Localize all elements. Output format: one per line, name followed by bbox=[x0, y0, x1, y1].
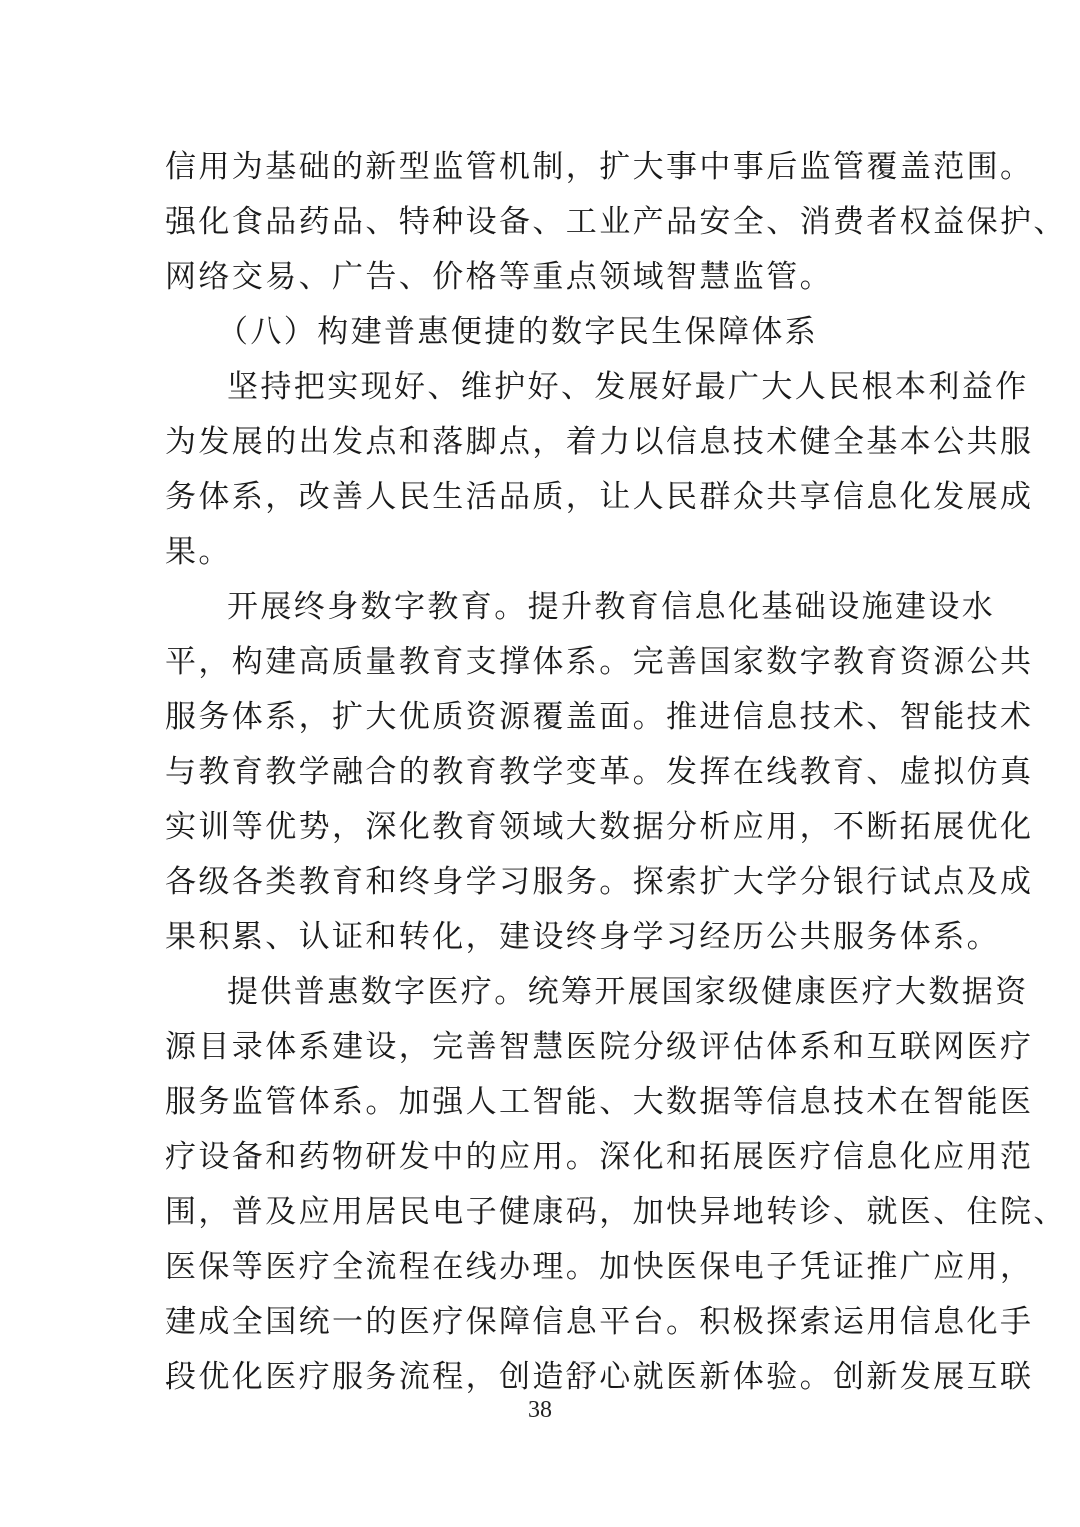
text-line: 为发展的出发点和落脚点，着力以信息技术健全基本公共服 bbox=[165, 424, 1034, 460]
body-text bbox=[165, 140, 1067, 1405]
text-line: 平，构建高质量教育支撑体系。完善国家数字教育资源公共 bbox=[165, 644, 1034, 680]
text-line: 果。 bbox=[165, 534, 232, 570]
text-line: 果积累、认证和转化，建设终身学习经历公共服务体系。 bbox=[165, 919, 1000, 955]
text-line: 强化食品药品、特种设备、工业产品安全、消费者权益保护、 bbox=[165, 204, 1067, 240]
text-line: 疗设备和药物研发中的应用。深化和拓展医疗信息化应用范 bbox=[165, 1139, 1034, 1175]
text-line: 医保等医疗全流程在线办理。加快医保电子凭证推广应用， bbox=[165, 1249, 1034, 1285]
text-line: 坚持把实现好、维护好、发展好最广大人民根本利益作 bbox=[227, 369, 1029, 405]
text-line: 围，普及应用居民电子健康码，加快异地转诊、就医、住院、 bbox=[165, 1194, 1067, 1230]
text-line: 建成全国统一的医疗保障信息平台。积极探索运用信息化手 bbox=[165, 1304, 1034, 1340]
text-line: 开展终身数字教育。提升教育信息化基础设施建设水 bbox=[227, 589, 996, 625]
text-line: 与教育教学融合的教育教学变革。发挥在线教育、虚拟仿真 bbox=[165, 754, 1034, 790]
section-heading: （八）构建普惠便捷的数字民生保障体系 bbox=[217, 314, 819, 350]
text-line: 服务监管体系。加强人工智能、大数据等信息技术在智能医 bbox=[165, 1084, 1034, 1120]
text-line: 提供普惠数字医疗。统筹开展国家级健康医疗大数据资 bbox=[227, 974, 1029, 1010]
text-line: 信用为基础的新型监管机制，扩大事中事后监管覆盖范围。 bbox=[165, 149, 1034, 185]
text-line: 段优化医疗服务流程，创造舒心就医新体验。创新发展互联 bbox=[165, 1359, 1034, 1395]
text-line: 各级各类教育和终身学习服务。探索扩大学分银行试点及成 bbox=[165, 864, 1034, 900]
text-line: 实训等优势，深化教育领域大数据分析应用，不断拓展优化 bbox=[165, 809, 1034, 845]
page-number: 38 bbox=[528, 1397, 552, 1423]
text-line: 源目录体系建设，完善智慧医院分级评估体系和互联网医疗 bbox=[165, 1029, 1034, 1065]
text-line: 服务体系，扩大优质资源覆盖面。推进信息技术、智能技术 bbox=[165, 699, 1034, 735]
text-line: 网络交易、广告、价格等重点领域智慧监管。 bbox=[165, 259, 833, 295]
text-line: 务体系，改善人民生活品质，让人民群众共享信息化发展成 bbox=[165, 479, 1034, 515]
